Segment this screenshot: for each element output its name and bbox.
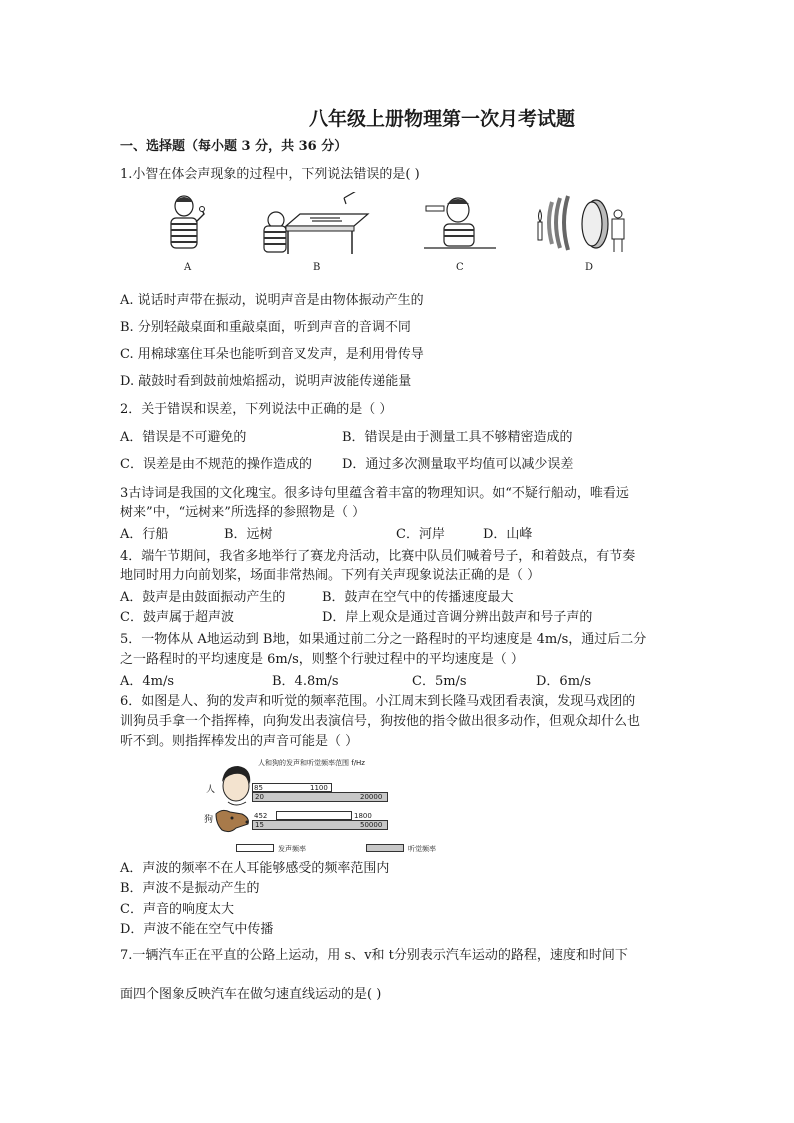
legend-emit-label: 发声频率	[278, 845, 306, 853]
chart-title: 人和狗的发声和听觉频率范围 f/Hz	[258, 759, 365, 767]
q6-stem-line3: 听不到。则指挥棒发出的声音可能是（ ）	[120, 734, 359, 749]
dog-hearing-min-label: 15	[255, 821, 264, 829]
q7-stem-line1: 7.一辆汽车正在平直的公路上运动，用 s、v和 t分别表示汽车运动的路程，速度和时间下	[120, 948, 628, 963]
q4-option-a: A．鼓声是由鼓面振动产生的	[120, 590, 286, 605]
person-hearing-max-label: 20000	[360, 793, 383, 801]
q4-option-c: C．鼓声属于超声波	[120, 610, 234, 625]
q1-figure-b-label: B	[313, 262, 321, 273]
legend-hear-swatch	[366, 844, 404, 852]
q1-figure-d-illustration	[536, 192, 628, 256]
person-emitting-min-label: 85	[254, 784, 263, 792]
q1-figure-a-illustration	[158, 192, 214, 256]
legend-hear-label: 听觉频率	[408, 845, 436, 853]
person-face-icon	[212, 762, 254, 808]
q6-stem-line2: 训狗员手拿一个指挥棒，向狗发出表演信号，狗按他的指令做出很多动作，但观众却什么也	[120, 714, 641, 729]
q2-option-a: A．错误是不可避免的	[120, 430, 247, 445]
section-heading-choice: 一、选择题（每小题 3 分，共 36 分）	[120, 139, 348, 154]
legend-emit-swatch	[236, 844, 274, 852]
q4-stem-line1: 4．端午节期间，我省多地举行了赛龙舟活动，比赛中队员们喊着号子，和着鼓点，有节奏	[120, 549, 636, 564]
q1-option-b: B. 分别轻敲桌面和重敲桌面，听到声音的音调不同	[120, 320, 411, 335]
q4-stem-line2: 地同时用力向前划桨，场面非常热闹。下列有关声现象说法正确的是（ ）	[120, 568, 541, 583]
person-category-label: 人	[206, 785, 216, 795]
q1-figure-d-label: D	[585, 262, 594, 273]
q5-option-a: A．4m/s	[120, 674, 175, 689]
dog-head-icon	[212, 806, 252, 836]
q3-option-d: D．山峰	[483, 527, 533, 542]
q2-option-d: D．通过多次测量取平均值可以减少误差	[342, 457, 574, 472]
q6-option-b: B．声波不是振动产生的	[120, 881, 260, 896]
q1-option-d: D. 敲鼓时看到鼓前烛焰摇动，说明声波能传递能量	[120, 374, 412, 389]
q7-stem-line2: 面四个图象反映汽车在做匀速直线运动的是( )	[120, 987, 382, 1002]
q1-stem: 1.小智在体会声现象的过程中，下列说法错误的是( )	[120, 167, 420, 182]
q3-option-c: C．河岸	[396, 527, 445, 542]
q3-option-b: B．远树	[224, 527, 273, 542]
q6-stem-line1: 6．如图是人、狗的发声和听觉的频率范围。小江周末到长隆马戏团看表演，发现马戏团的	[120, 694, 636, 709]
person-hearing-min-label: 20	[255, 793, 264, 801]
q1-figure-c-illustration	[424, 192, 496, 256]
q6-option-c: C．声音的响度太大	[120, 902, 234, 917]
q2-option-b: B．错误是由于测量工具不够精密造成的	[342, 430, 573, 445]
q4-option-b: B．鼓声在空气中的传播速度最大	[322, 590, 514, 605]
q1-figure-b-illustration	[262, 192, 372, 256]
q4-option-d: D．岸上观众是通过音调分辨出鼓声和号子声的	[322, 610, 593, 625]
q2-option-c: C．误差是由不规范的操作造成的	[120, 457, 312, 472]
page-title: 八年级上册物理第一次月考试题	[308, 108, 575, 130]
dog-hearing-max-label: 50000	[360, 821, 383, 829]
q6-option-a: A．声波的频率不在人耳能够感受的频率范围内	[120, 861, 390, 876]
q5-stem-line2: 之一路程时的平均速度是 6m/s，则整个行驶过程中的平均速度是（ ）	[120, 652, 524, 667]
q5-option-b: B．4.8m/s	[272, 674, 339, 689]
q1-option-c: C. 用棉球塞住耳朵也能听到音叉发声，是利用骨传导	[120, 347, 424, 362]
q1-option-a: A. 说话时声带在振动，说明声音是由物体振动产生的	[120, 293, 424, 308]
q5-stem-line1: 5．一物体从 A地运动到 B地，如果通过前二分之一路程时的平均速度是 4m/s，通过后二分	[120, 632, 647, 647]
q2-stem: 2．关于错误和误差，下列说法中正确的是（ ）	[120, 402, 393, 417]
dog-emitting-min-label: 452	[254, 812, 268, 820]
dog-category-label: 狗	[204, 815, 214, 825]
q3-stem-line2: 树来”中，“远树来”所选择的参照物是（ ）	[120, 505, 366, 520]
q1-figure-c-label: C	[456, 262, 464, 273]
dog-emitting-range-bar	[276, 811, 352, 820]
q3-option-a: A．行船	[120, 527, 169, 542]
dog-emitting-max-label: 1800	[354, 812, 372, 820]
q5-option-c: C．5m/s	[412, 674, 467, 689]
q1-figure-a-label: A	[184, 262, 192, 273]
q6-option-d: D．声波不能在空气中传播	[120, 922, 274, 937]
frequency-range-chart	[206, 758, 442, 854]
person-emitting-max-label: 1100	[310, 784, 328, 792]
q3-stem-line1: 3古诗词是我国的文化瑰宝。很多诗句里蕴含着丰富的物理知识。如“不疑行船动，唯看远	[120, 486, 629, 501]
q5-option-d: D．6m/s	[536, 674, 592, 689]
